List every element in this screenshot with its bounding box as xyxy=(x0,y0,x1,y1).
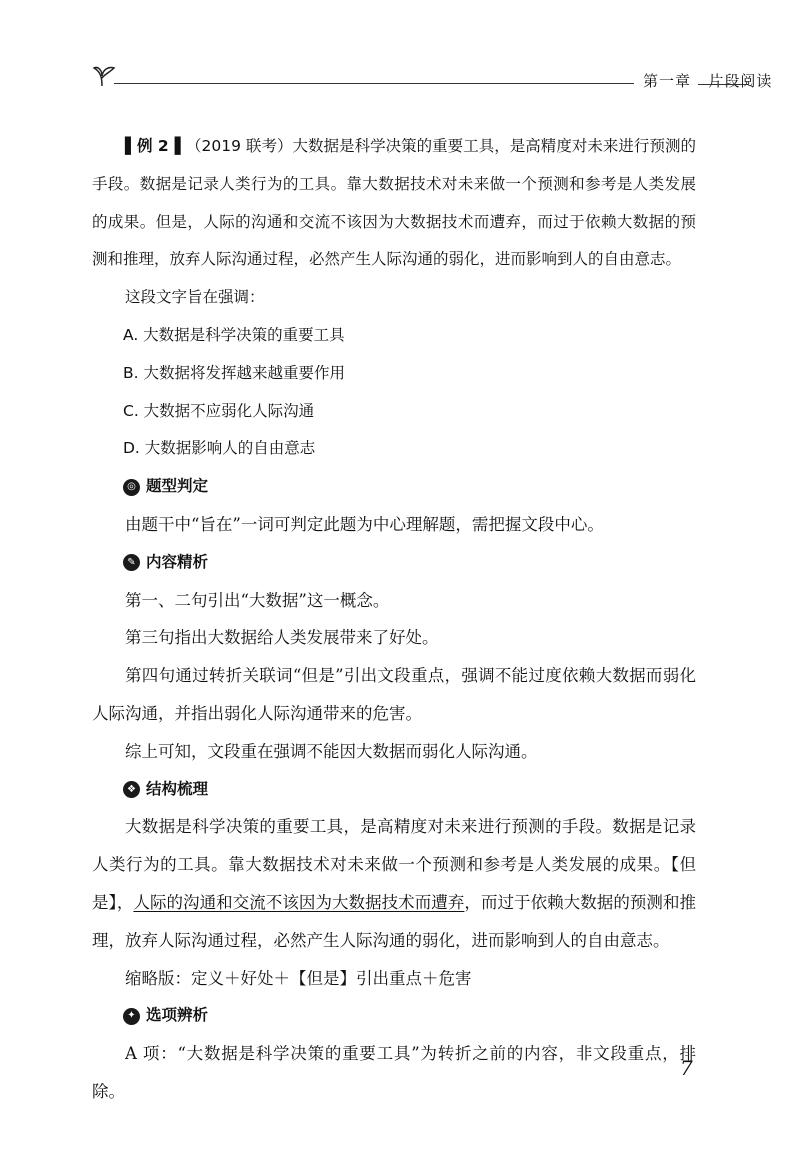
option-c: C. 大数据不应弱化人际沟通 xyxy=(123,401,315,420)
structure-icon: ❖ xyxy=(123,781,140,798)
section-structure-heading: ❖ 结构梳理 xyxy=(92,771,696,809)
structure-text: 大数据是科学决策的重要工具，是高精度对未来进行预测的手段。数据是记录人类行为的工具。靠大数据技术对未来做一个预测和参考是人类发展的成果。【但是】，人际的沟通和交流不该因为大数据技术而遭弃，而过于依赖大数据的预测和推理，放弃人际沟通过程，必然产生人际沟通的弱化，进而影响到人的自由意志。 xyxy=(92,817,697,950)
leaf-icon xyxy=(88,62,118,88)
target-icon: ◎ xyxy=(123,479,140,496)
page-number: 7 xyxy=(680,1056,693,1080)
option-b: B. 大数据将发挥越来越重要作用 xyxy=(123,363,345,382)
content-p4: 综上可知，文段重在强调不能因大数据而弱化人际沟通。 xyxy=(125,741,538,761)
example-text: （2019 联考）大数据是科学决策的重要工具，是高精度对未来进行预测的手段。数据是记录人类行为的工具。靠大数据技术对未来做一个预测和参考是人类发展的成果。但是，人际的沟通和交流不该因为大数据技术而遭弃，而过于依赖大数据的预测和推理，放弃人际沟通过程，必然产生人际沟通的弱化，进而影响到人的自由意志。 xyxy=(92,137,696,269)
example-label: ▌例 2▐ xyxy=(125,137,187,155)
type-text: 由题干中“旨在”一词可判定此题为中心理解题，需把握文段中心。 xyxy=(125,514,604,534)
content-p1: 第一、二句引出“大数据”这一概念。 xyxy=(125,590,390,610)
example-paragraph xyxy=(92,128,696,279)
header-rule xyxy=(114,83,634,84)
option-a: A. 大数据是科学决策的重要工具 xyxy=(123,325,345,344)
section-content-heading: ✎ 内容精析 xyxy=(92,544,696,582)
content-p2: 第三句指出大数据给人类发展带来了好处。 xyxy=(125,628,439,648)
section-type-heading: ◎ 题型判定 xyxy=(92,468,696,506)
content-p3: 第四句通过转折关联词“但是”引出文段重点，强调不能过度依赖大数据而弱化人际沟通，并指出弱化人际沟通带来的危害。 xyxy=(92,666,696,723)
page-content xyxy=(92,128,696,1111)
header-rule-tail xyxy=(698,84,748,85)
key-sentence: 人际的沟通和交流不该因为大数据技术而遭弃 xyxy=(133,892,465,912)
option-a-analysis: A 项：“大数据是科学决策的重要工具”为转折之前的内容，非文段重点，排除。 xyxy=(92,1044,696,1101)
chapter-label: 第一章 xyxy=(643,72,692,90)
section-label: 片段阅读 xyxy=(708,72,773,90)
question: 这段文字旨在强调： xyxy=(125,288,265,307)
magnifier-icon: ✎ xyxy=(123,554,140,571)
structure-summary: 缩略版：定义＋好处＋【但是】引出重点＋危害 xyxy=(125,968,472,988)
chapter-title xyxy=(643,70,772,91)
option-d: D. 大数据影响人的自由意志 xyxy=(123,439,316,458)
options-icon: ✦ xyxy=(123,1008,140,1025)
running-header xyxy=(88,62,773,92)
section-options-heading: ✦ 选项辨析 xyxy=(92,997,696,1035)
